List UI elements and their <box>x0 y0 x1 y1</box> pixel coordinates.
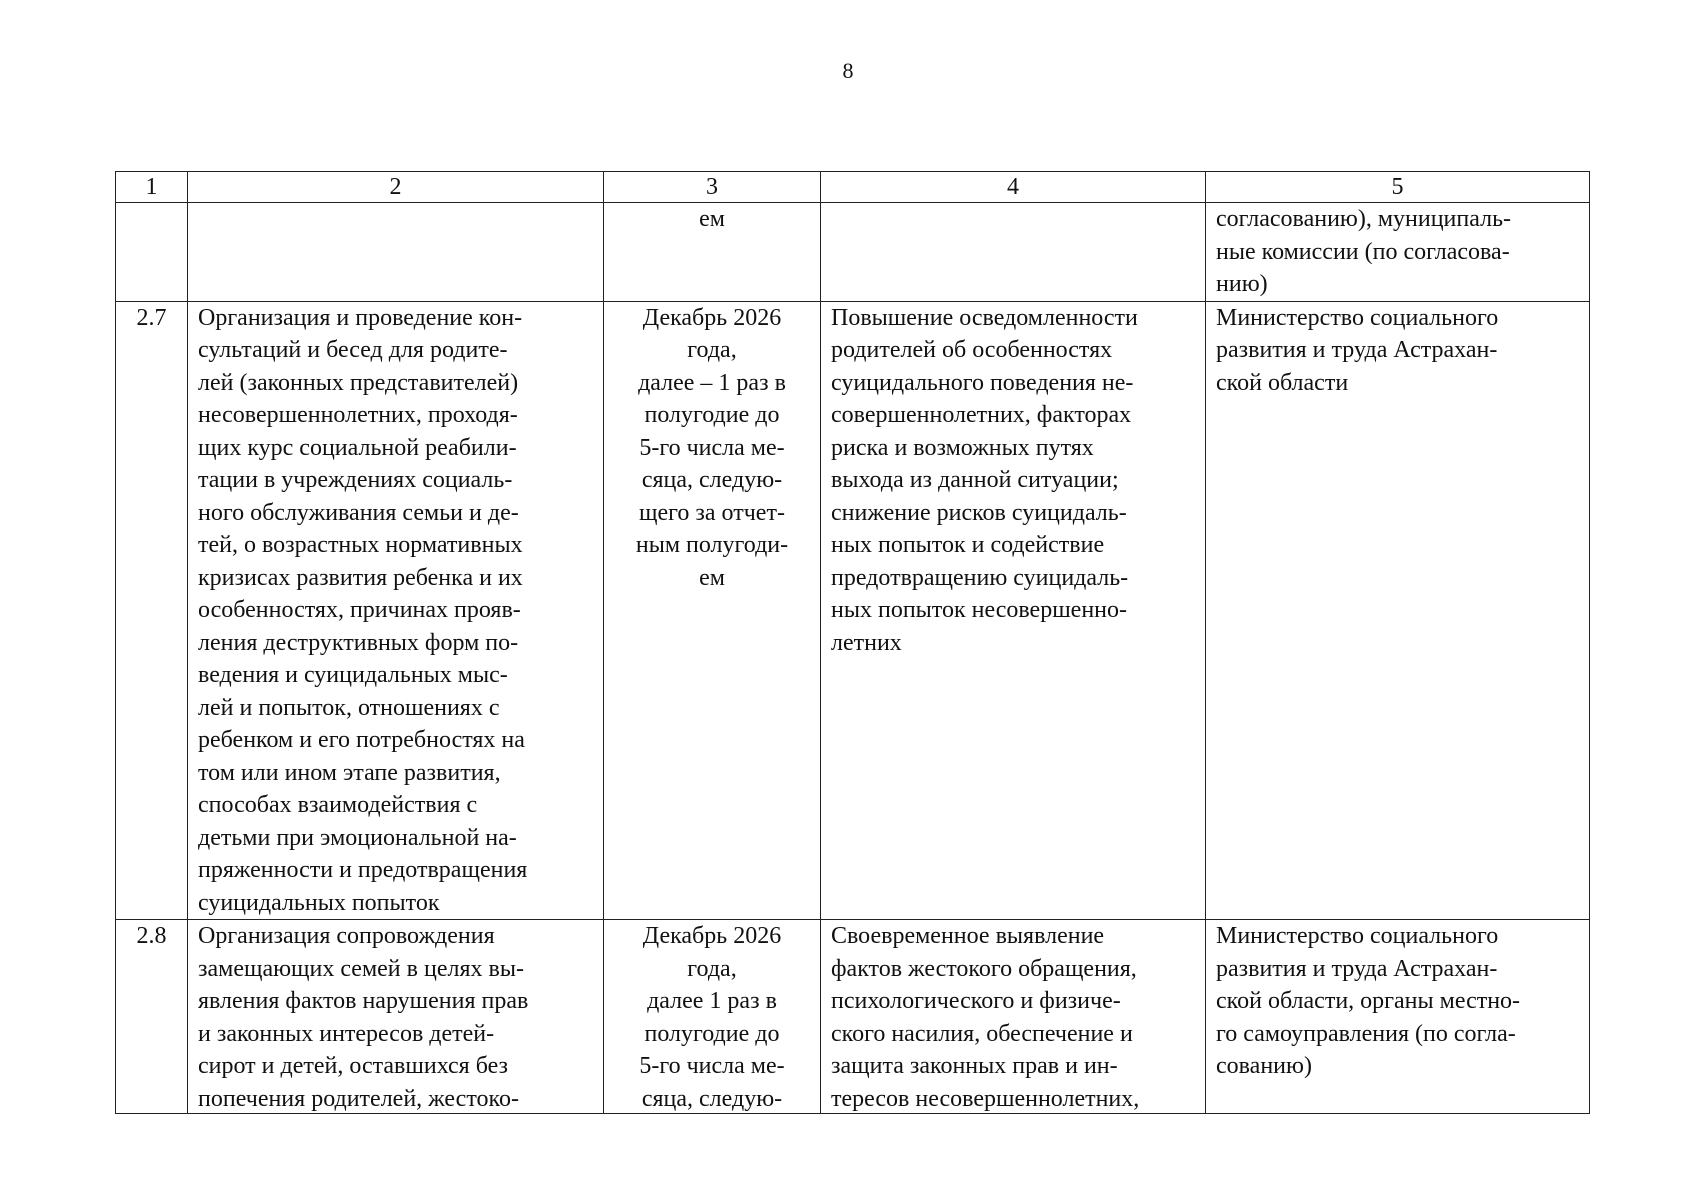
header-cell-2: 2 <box>188 172 604 203</box>
deadline-cell <box>604 920 821 1114</box>
activity-cell <box>188 203 604 302</box>
page-number: 8 <box>842 58 854 83</box>
row-number <box>116 920 188 1114</box>
activity-cell <box>188 920 604 1114</box>
responsible-cell: согласованию), муниципаль- ные комиссии (по согласова- нию) <box>1206 203 1590 302</box>
row-number-text: 2.8 <box>136 923 167 949</box>
table-header-row <box>116 172 1590 203</box>
result-text: Своевременное выявление фактов жестокого обращения, психологического и физиче- ского насилия, обеспечение и защита законных прав и ин- тересов несовершеннолетних, <box>831 923 1140 1112</box>
table-row-2-7 <box>116 301 1590 920</box>
header-cell-1: 1 <box>116 172 188 203</box>
deadline-text: Декабрь 2026 года, далее 1 раз в полугодие до 5-го числа ме- сяца, следую- <box>639 923 785 1112</box>
responsible-text: Министерство социального развития и труда Астрахан- ской области, органы местно- го самоуправления (по согла- сованию) <box>1216 923 1521 1079</box>
activity-text: Организация сопровождения замещающих семей в целях вы- явления фактов нарушения прав и законных интересов детей- сирот и детей, оставшихся без попечения родителей, жестоко- <box>198 923 529 1112</box>
header-cell-3: 3 <box>604 172 821 203</box>
row-number: 2.7 <box>116 301 188 920</box>
deadline-cell: Декабрь 2026 года, далее – 1 раз в полугодие до 5-го числа ме- сяца, следую- щего за отчет- ным полугоди- ем <box>604 301 821 920</box>
table-row-2-8 <box>116 920 1590 1114</box>
activity-plan-table <box>115 171 1590 1114</box>
activity-cell: Организация и проведение кон- сультаций и бесед для родите- лей (законных представителей) несовершеннолетних, проходя- щих курс социальной реабили- тации в учреждениях социаль- ного обслуживания семьи и де- тей, о возрастных нормативных кризисах развития ребенка и их особенностях, причинах прояв- ления деструктивных форм по- ведения и суицидальных мыс- лей и попыток, отношениях с ребенком и его потребностях на том или ином этапе развития, способах взаимодействия с детьми при эмоциональной на- пряженности и предотвращения суицидальных попыток <box>188 301 604 920</box>
result-cell <box>821 920 1206 1114</box>
deadline-cell: ем <box>604 203 821 302</box>
result-cell <box>821 203 1206 302</box>
header-cell-5: 5 <box>1206 172 1590 203</box>
result-cell: Повышение осведомленности родителей об особенностях суицидального поведения не- совершеннолетних, факторах риска и возможных путях выхода из данной ситуации; снижение рисков суицидаль- ных попыток и содействие предотвращению суицидаль- ных попыток несовершенно- летних <box>821 301 1206 920</box>
header-cell-4: 4 <box>821 172 1206 203</box>
responsible-cell: Министерство социального развития и труда Астрахан- ской области <box>1206 301 1590 920</box>
responsible-cell <box>1206 920 1590 1114</box>
row-number <box>116 203 188 302</box>
table-row-continuation <box>116 203 1590 302</box>
